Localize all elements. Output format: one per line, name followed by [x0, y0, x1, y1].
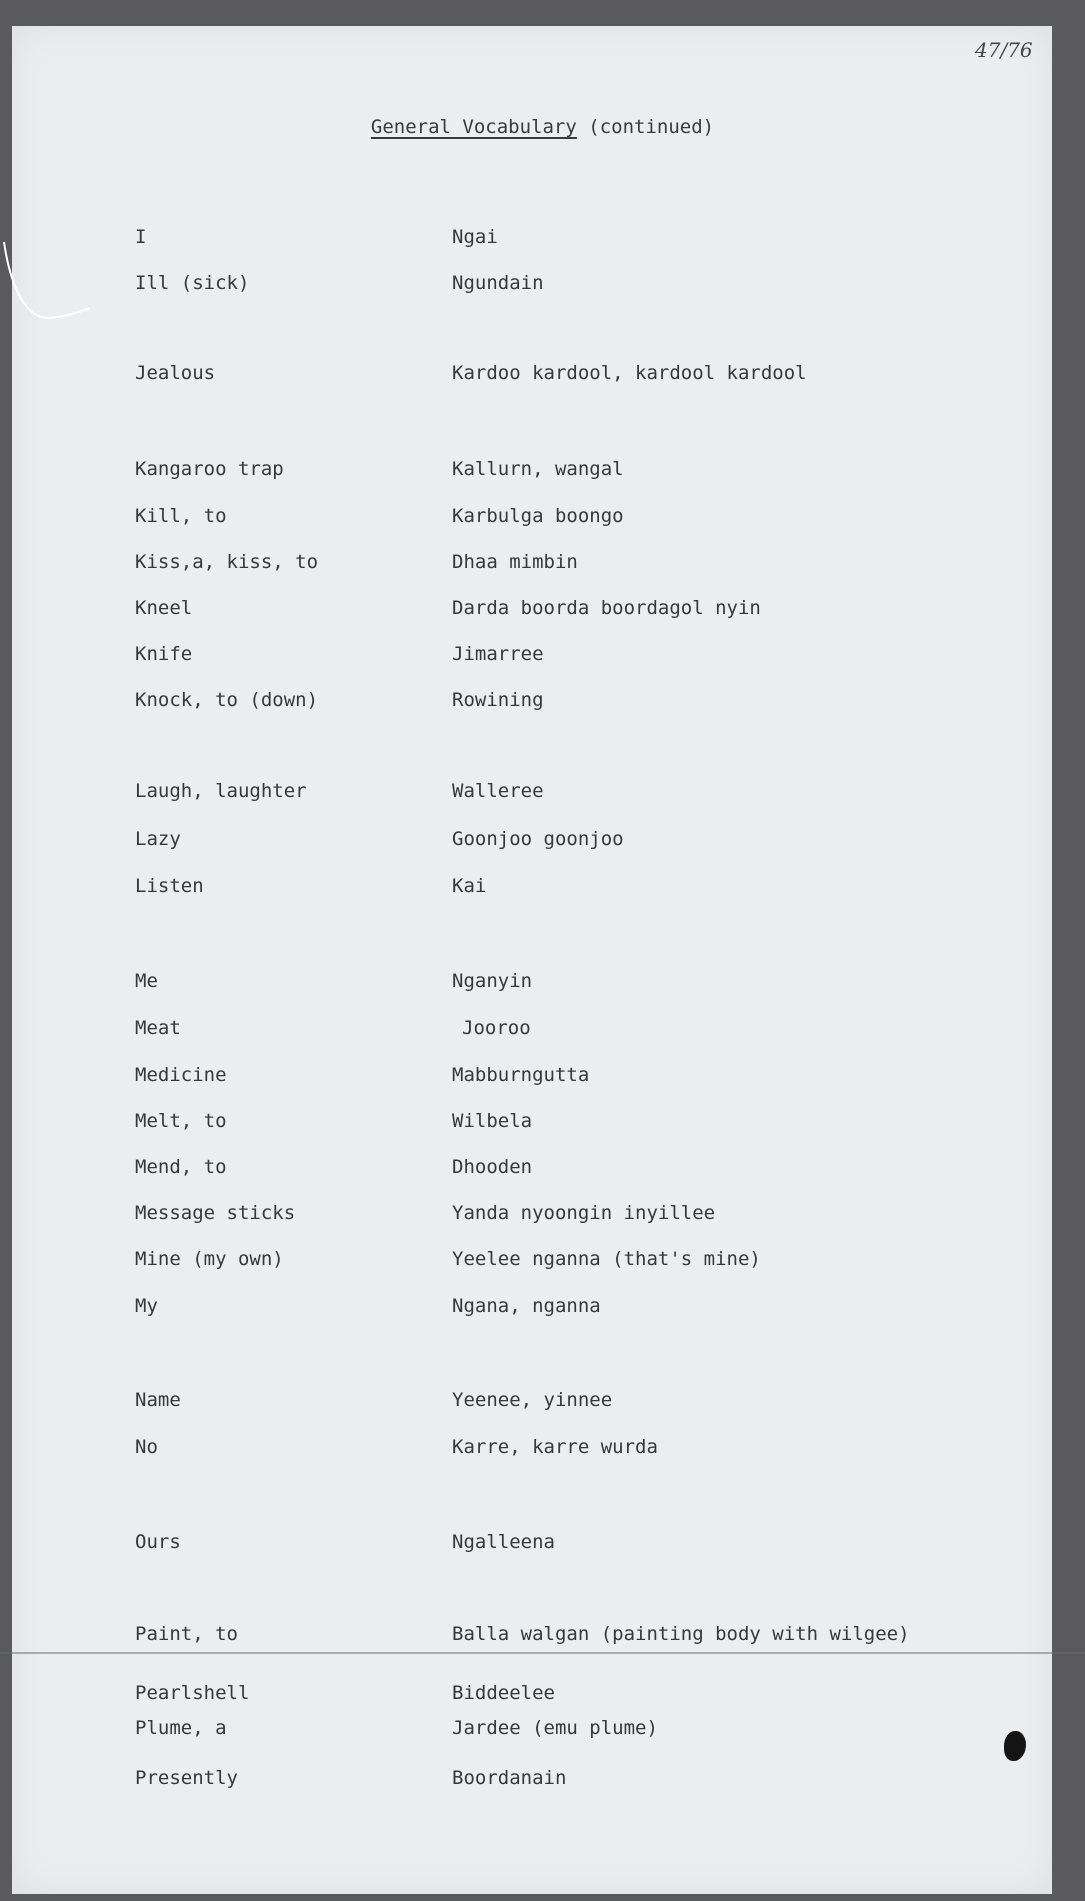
- vocab-entry: [0, 1767, 1085, 1795]
- entry-term: Me: [135, 970, 158, 992]
- entry-gloss: Kardoo kardool, kardool kardool: [452, 362, 807, 384]
- title-main: General Vocabulary: [370, 116, 577, 138]
- vocab-entry: [0, 1531, 1085, 1559]
- entry-gloss: Darda boorda boordagol nyin: [452, 597, 761, 619]
- entry-term: Kill, to: [135, 505, 227, 527]
- entry-term: Name: [135, 1389, 181, 1411]
- entry-gloss: Yanda nyoongin inyillee: [452, 1202, 716, 1224]
- vocab-entry: [0, 1064, 1085, 1092]
- vocab-entry: [0, 1248, 1085, 1276]
- entry-gloss: Balla walgan (painting body with wilgee): [452, 1623, 910, 1645]
- entry-term: No: [135, 1436, 158, 1458]
- entry-term: Knife: [135, 643, 193, 665]
- entry-gloss: Nganyin: [452, 970, 533, 992]
- entry-term: Pearlshell: [135, 1682, 250, 1704]
- entry-term: Lazy: [135, 828, 181, 850]
- vocab-entry: [0, 597, 1085, 625]
- entry-term: Ill (sick): [135, 272, 250, 294]
- entry-term: I: [135, 226, 147, 248]
- entry-term: Medicine: [135, 1064, 227, 1086]
- vocab-entry: [0, 689, 1085, 717]
- vocab-entry: [0, 828, 1085, 856]
- title-suffix: (continued): [576, 116, 715, 138]
- entry-gloss: Jimarree: [452, 643, 544, 665]
- entry-gloss: Jooroo: [462, 1017, 531, 1039]
- vocab-entry: [0, 1682, 1085, 1710]
- entry-term: Mend, to: [135, 1156, 227, 1178]
- entry-gloss: Goonjoo goonjoo: [452, 828, 624, 850]
- entry-gloss: Jardee (emu plume): [452, 1717, 658, 1739]
- vocab-entry: [0, 1156, 1085, 1184]
- entry-term: Mine (my own): [135, 1248, 284, 1270]
- entry-term: Plume, a: [135, 1717, 227, 1739]
- entry-term: Message sticks: [135, 1202, 296, 1224]
- vocab-entry: [0, 1110, 1085, 1138]
- vocab-entry: [0, 1389, 1085, 1417]
- entry-gloss: Karre, karre wurda: [452, 1436, 658, 1458]
- entry-gloss: Boordanain: [452, 1767, 567, 1789]
- document-page: [12, 26, 1052, 1894]
- entry-term: Meat: [135, 1017, 181, 1039]
- entry-term: Kiss,a, kiss, to: [135, 551, 319, 573]
- vocab-entry: [0, 505, 1085, 533]
- entry-gloss: Dhaa mimbin: [452, 551, 578, 573]
- entry-term: Laugh, laughter: [135, 780, 307, 802]
- entry-term: Presently: [135, 1767, 238, 1789]
- entry-gloss: Ngana, nganna: [452, 1295, 601, 1317]
- vocab-entry: [0, 970, 1085, 998]
- entry-gloss: Kai: [452, 875, 487, 897]
- entry-gloss: Yeenee, yinnee: [452, 1389, 613, 1411]
- entry-gloss: Dhooden: [452, 1156, 533, 1178]
- entry-term: Ours: [135, 1531, 181, 1553]
- vocab-entry: [0, 875, 1085, 903]
- vocab-entry: [0, 272, 1085, 300]
- entry-gloss: Mabburngutta: [452, 1064, 590, 1086]
- entry-gloss: Ngai: [452, 226, 498, 248]
- entry-gloss: Ngundain: [452, 272, 544, 294]
- entry-term: Melt, to: [135, 1110, 227, 1132]
- vocab-entry: [0, 1017, 1085, 1045]
- vocab-entry: [0, 1202, 1085, 1230]
- vocab-entry: [0, 1717, 1085, 1745]
- vocab-entry: [0, 1436, 1085, 1464]
- entry-term: Kneel: [135, 597, 193, 619]
- entry-gloss: Ngalleena: [452, 1531, 555, 1553]
- entry-gloss: Karbulga boongo: [452, 505, 624, 527]
- vocab-entry: [0, 780, 1085, 808]
- entry-term: My: [135, 1295, 158, 1317]
- page-number: 47/76: [975, 38, 1033, 62]
- vocab-entry: [0, 643, 1085, 671]
- entry-gloss: Rowining: [452, 689, 544, 711]
- page-title: [0, 116, 1085, 138]
- entry-term: Jealous: [135, 362, 216, 384]
- vocab-entry: [0, 362, 1085, 390]
- entry-term: Knock, to (down): [135, 689, 319, 711]
- entry-term: Paint, to: [135, 1623, 238, 1645]
- entry-term: Kangaroo trap: [135, 458, 284, 480]
- vocab-entry: [0, 1623, 1085, 1651]
- entry-gloss: Biddeelee: [452, 1682, 555, 1704]
- vocab-entry: [0, 458, 1085, 486]
- vocab-entry: [0, 226, 1085, 254]
- entry-gloss: Walleree: [452, 780, 544, 802]
- vocab-entry: [0, 551, 1085, 579]
- vocab-entry: [0, 1295, 1085, 1323]
- fold-line: [0, 1652, 1085, 1654]
- entry-gloss: Yeelee nganna (that's mine): [452, 1248, 761, 1270]
- entry-gloss: Kallurn, wangal: [452, 458, 624, 480]
- entry-gloss: Wilbela: [452, 1110, 533, 1132]
- entry-term: Listen: [135, 875, 204, 897]
